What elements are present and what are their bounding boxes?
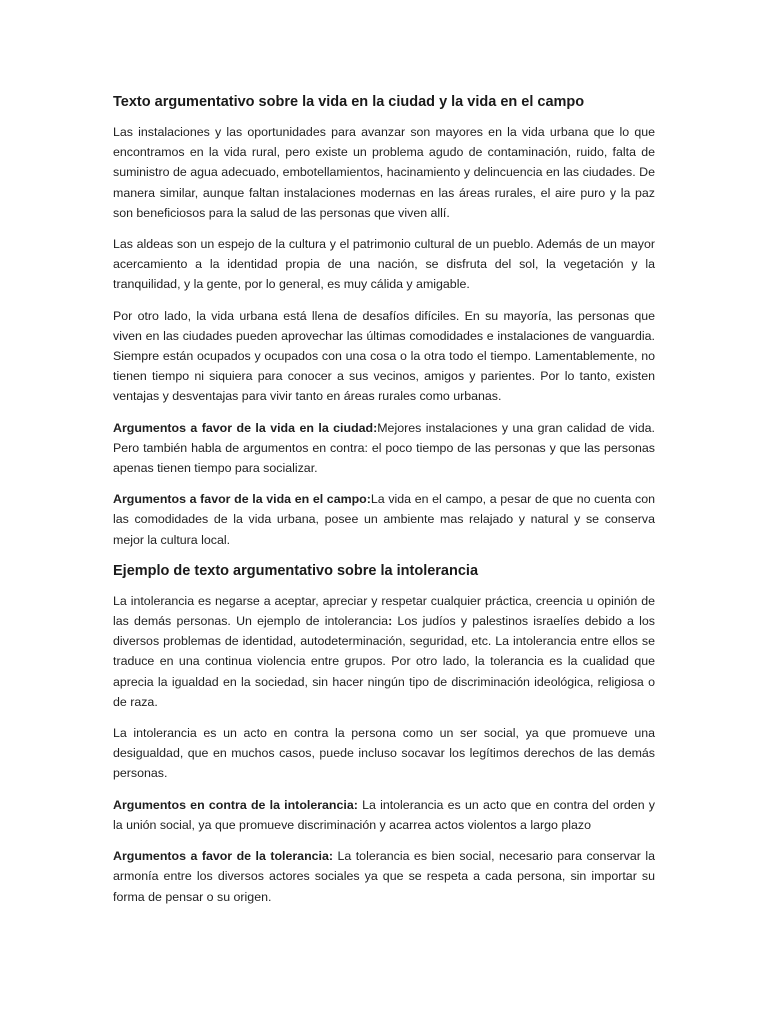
paragraph-arguments-tolerance — [113, 846, 655, 907]
paragraph-villages: Las aldeas son un espejo de la cultura y el patrimonio cultural de un pueblo. Además de un mayor acercamiento a la identidad propia de una nación, se disfruta del sol, la vegetación y la tranquilidad, y la gente, por lo general, es muy cálida y amigable. — [113, 237, 655, 292]
arguments-city-text: Mejores instalaciones y una gran calidad de vida. Pero también habla de argumentos en contra: el poco tiempo de las personas y que las personas apenas tienen tiempo para socializar. — [113, 420, 655, 476]
intolerance-definition-text-b: Los judíos y palestinos israelíes debido a los diversos problemas de identidad, autodeterminación, seguridad, etc. La intolerancia entre ellos se traduce en una continua violencia entre grupos. Por otro lado, la tolerancia es la cualidad que aprecia la igualdad en la sociedad, sin hacer ningún tipo de discriminación ideológica, religiosa o de raza. — [113, 614, 655, 709]
paragraph-arguments-city — [113, 418, 655, 479]
section-title-city-country: Texto argumentativo sobre la vida en la ciudad y la vida en el campo — [113, 94, 585, 110]
arguments-against-intolerance-label: Argumentos en contra de la intolerancia: — [113, 797, 358, 812]
arguments-tolerance-text: La tolerancia es bien social, necesario para conservar la armonía entre los diversos actores sociales ya que se respeta a cada persona, sin importar su forma de pensar o su origen. — [113, 849, 655, 904]
paragraph-intolerance-act: La intolerancia es un acto en contra la persona como un ser social, ya que promueve una desigualdad, que en muchos casos, puede incluso socavar los legítimos derechos de las demás personas. — [113, 726, 655, 781]
arguments-country-label: Argumentos a favor de la vida en el campo: — [113, 492, 371, 507]
intolerance-example-colon: : — [388, 614, 393, 629]
paragraph-city-vs-rural: Las instalaciones y las oportunidades para avanzar son mayores en la vida urbana que lo que encontramos en la vida rural, pero existe un problema agudo de contaminación, ruido, falta de suministro de agua adecuado, embotellamientos, hacinamiento y delincuencia en las ciudades. De manera similar, aunque faltan instalaciones modernas en las áreas rurales, el aire puro y la paz son beneficiosos para la salud de las personas que viven allí. — [113, 125, 655, 220]
section-title-intolerance: Ejemplo de texto argumentativo sobre la intolerancia — [113, 562, 479, 579]
intolerance-definition-text-a: La intolerancia es negarse a aceptar, apreciar y respetar cualquier práctica, creencia u opinión de las demás personas. Un ejemplo de intolerancia — [113, 593, 655, 629]
arguments-tolerance-label: Argumentos a favor de la tolerancia: — [113, 849, 333, 864]
paragraph-intolerance-definition — [113, 591, 655, 712]
arguments-against-intolerance-text: La intolerancia es un acto que en contra del orden y la unión social, ya que promueve discriminación y acarrea actos violentos a largo plazo — [113, 797, 655, 832]
paragraph-arguments-against-intolerance — [113, 795, 655, 835]
paragraph-arguments-country — [113, 489, 655, 550]
arguments-city-label: Argumentos a favor de la vida en la ciudad: — [113, 420, 378, 435]
arguments-country-text: La vida en el campo, a pesar de que no cuenta con las comodidades de la vida urbana, posee un ambiente mas relajado y natural y se conserva mejor la cultura local. — [113, 492, 655, 547]
paragraph-urban-life: Por otro lado, la vida urbana está llena de desafíos difíciles. En su mayoría, las personas que viven en las ciudades pueden aprovechar las últimas comodidades e instalaciones de vanguardia. Siempre están ocupados y ocupados con una cosa o la otra todo el tiempo. Lamentablemente, no tienen tiempo ni siquiera para conocer a sus vecinos, amigos y parientes. Por lo tanto, existen ventajas y desventajas para vivir tanto en áreas rurales como urbanas. — [113, 308, 655, 404]
